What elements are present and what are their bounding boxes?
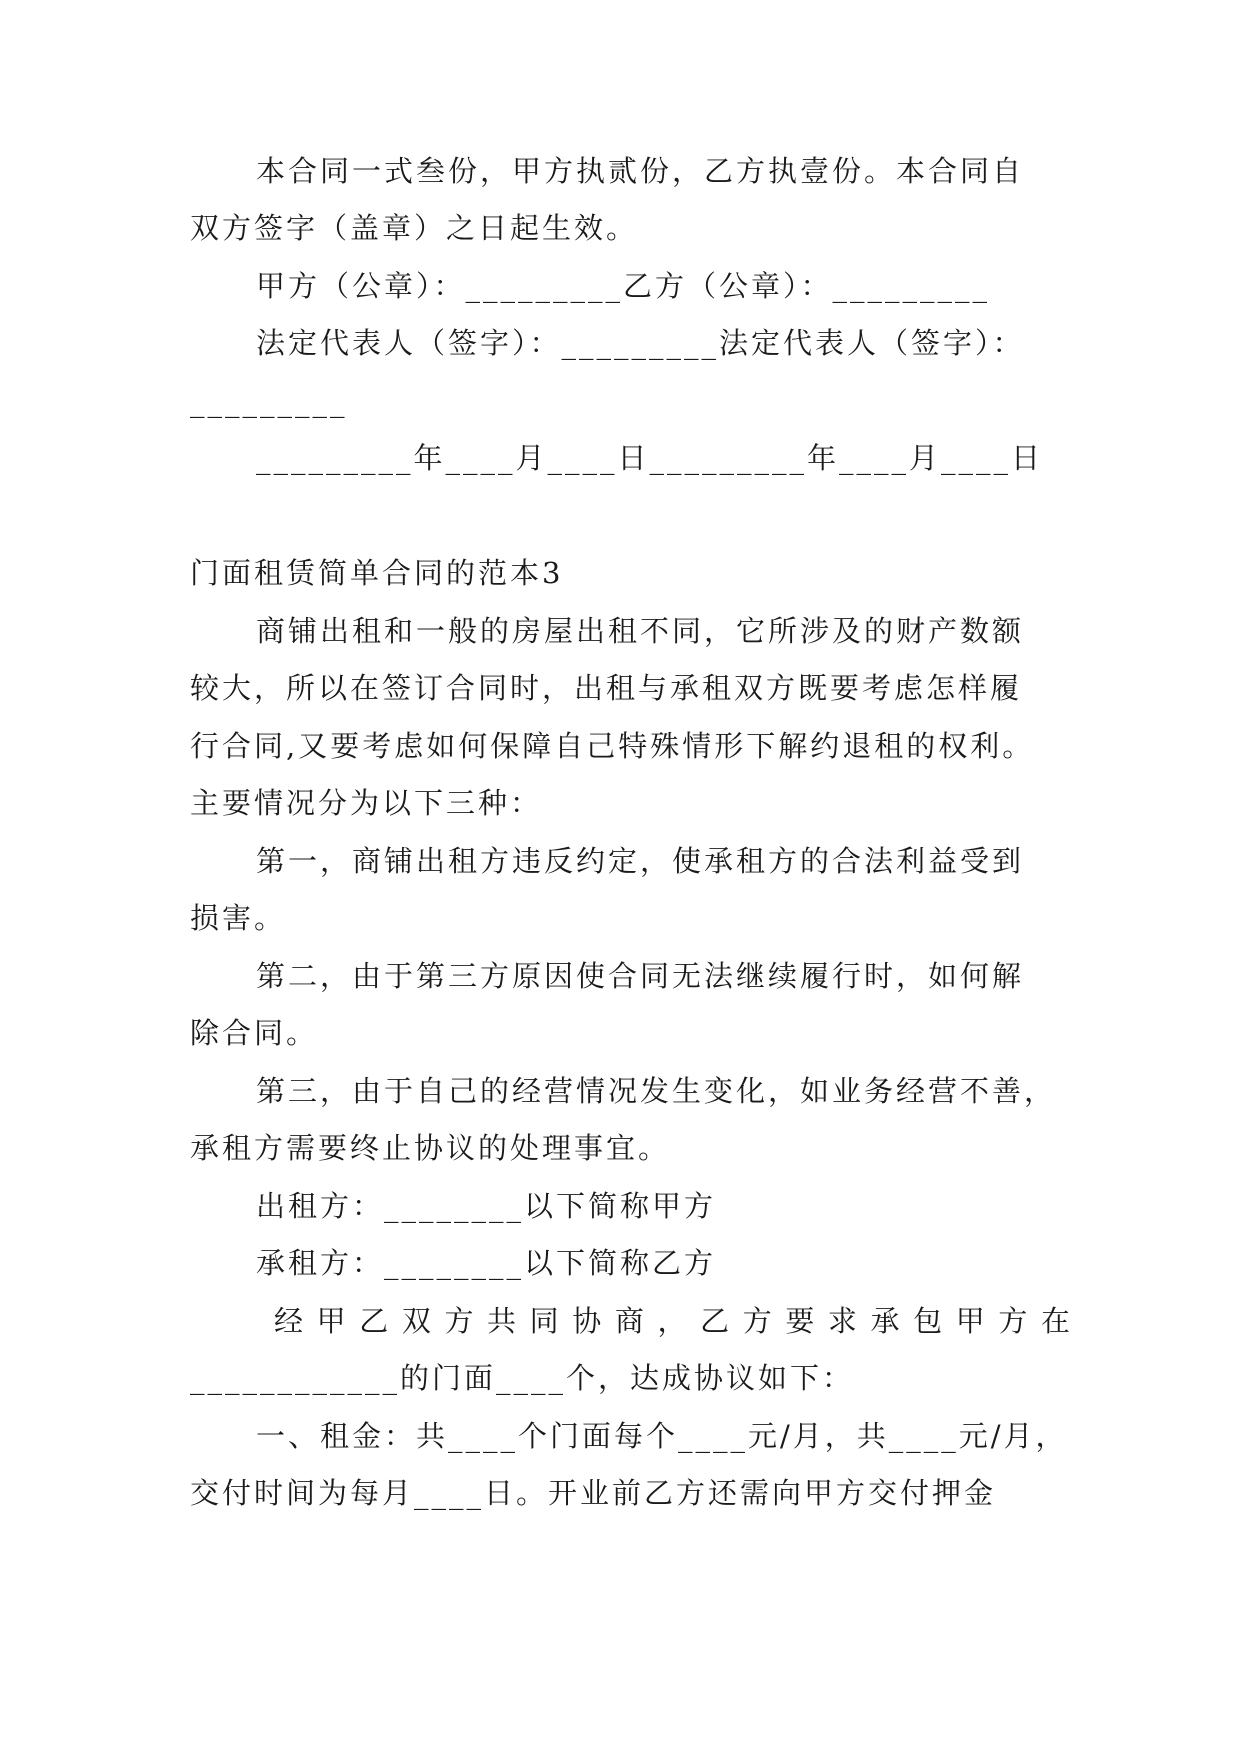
signing-date-line: _________年____月____日_________年____月____日	[256, 441, 1044, 475]
paragraph-line: 商铺出租和一般的房屋出租不同，它所涉及的财产数额	[256, 614, 1025, 648]
lessor-line: 出租方：________以下简称甲方	[256, 1189, 717, 1223]
contract-effective-line: 双方签字（盖章）之日起生效。	[190, 211, 639, 245]
rent-clause-line: 一、租金：共____个门面每个____元/月，共____元/月，	[256, 1419, 1068, 1453]
contract-copies-line: 本合同一式叁份，甲方执贰份，乙方执壹份。本合同自	[256, 154, 1025, 188]
paragraph-line: 行合同,又要考虑如何保障自己特殊情形下解约退租的权利。	[190, 729, 1035, 763]
lessee-line: 承租方：________以下简称乙方	[256, 1246, 717, 1280]
legal-rep-signature-line: 法定代表人（签字）：_________法定代表人（签字）：	[256, 326, 1025, 360]
case-three-line: 第三，由于自己的经营情况发生变化，如业务经营不善，	[256, 1074, 1057, 1108]
case-three-line: 承租方需要终止协议的处理事宜。	[190, 1131, 671, 1165]
case-two-line: 第二，由于第三方原因使合同无法继续履行时，如何解	[256, 959, 1025, 993]
case-one-line: 第一，商铺出租方违反约定，使承租方的合法利益受到	[256, 844, 1025, 878]
party-seal-line: 甲方（公章）：_________乙方（公章）：_________	[256, 269, 991, 303]
legal-rep-signature-blank: _________	[190, 384, 348, 418]
paragraph-line: 较大，所以在签订合同时，出租与承租双方既要考虑怎样履	[190, 671, 1023, 705]
rent-clause-line: 交付时间为每月____日。开业前乙方还需向甲方交付押金	[190, 1476, 997, 1510]
case-two-line: 除合同。	[190, 1016, 319, 1050]
agreement-intro-line: 经甲乙双方共同协商，乙方要求承包甲方在	[274, 1304, 1070, 1338]
case-one-line: 损害。	[190, 901, 287, 935]
agreement-intro-line: ____________的门面____个，达成协议如下：	[190, 1361, 855, 1395]
paragraph-line: 主要情况分为以下三种：	[190, 786, 543, 820]
section-heading: 门面租赁简单合同的范本3	[190, 556, 564, 590]
